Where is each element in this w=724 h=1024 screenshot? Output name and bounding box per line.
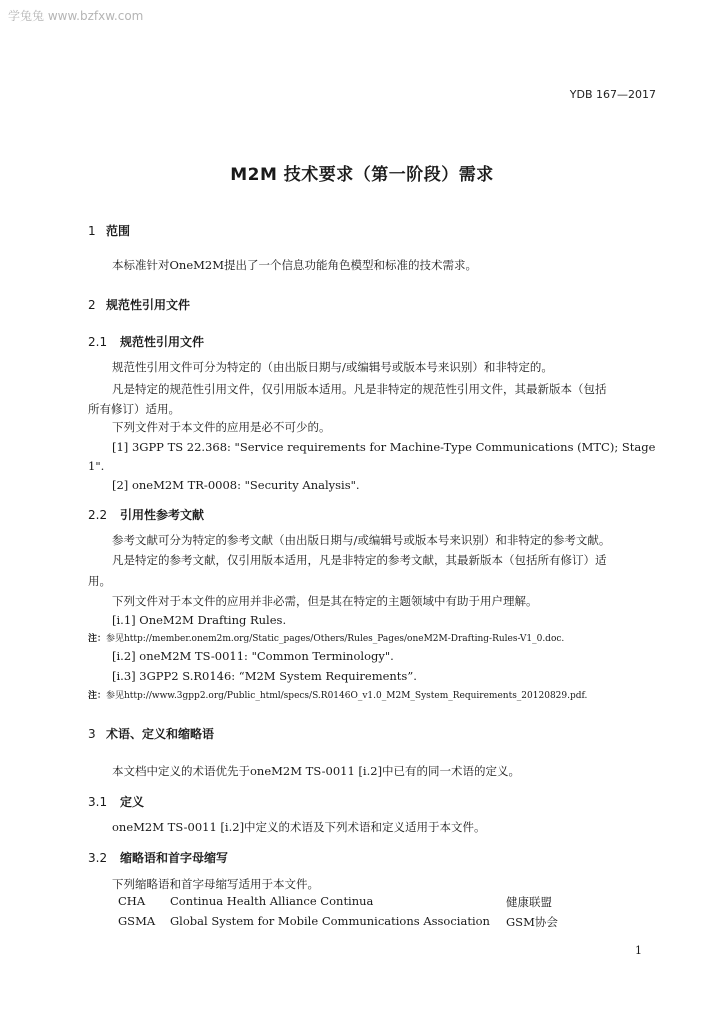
section-number: 2.1 (88, 335, 108, 349)
paragraph: 规范性引用文件可分为特定的（由出版日期与/或编辑号或版本号来识别）和非特定的。 (112, 360, 553, 374)
section-3-1-heading (88, 793, 144, 810)
paragraph: 下列文件对于本文件的应用是必不可少的。 (112, 420, 331, 434)
section-2-1-heading (88, 333, 204, 350)
abbreviation-english: Continua Health Alliance Continua (170, 894, 374, 908)
abbreviation-chinese: 健康联盟 (506, 895, 552, 909)
section-2-2-heading (88, 506, 204, 523)
section-number: 3.2 (88, 851, 108, 865)
section-3-heading (88, 725, 214, 742)
section-title: 术语、定义和缩略语 (106, 727, 215, 741)
abbreviation: GSMA (118, 914, 156, 928)
reference-item: [i.1] OneM2M Drafting Rules. (112, 613, 287, 627)
section-title: 规范性引用文件 (120, 335, 205, 349)
paragraph: 参考文献可分为特定的参考文献（由出版日期与/或编辑号或版本号来识别）和非特定的参考文献。 (112, 533, 611, 547)
abbreviation-english: Global System for Mobile Communications Association (170, 914, 490, 928)
paragraph: 凡是特定的参考文献，仅引用版本适用，凡是非特定的参考文献，其最新版本（包括所有修订）适 (112, 553, 607, 567)
section-title: 定义 (120, 795, 145, 809)
abbreviation: CHA (118, 894, 146, 908)
paragraph: 下列文件对于本文件的应用并非必需，但是其在特定的主题领域中有助于用户理解。 (112, 594, 538, 608)
standard-code: YDB 167—2017 (569, 88, 656, 101)
reference-item: [i.3] 3GPP2 S.R0146: “M2M System Requirements”. (112, 669, 417, 683)
paragraph: 本标准针对OneM2M提出了一个信息功能角色模型和标准的技术需求。 (112, 258, 478, 272)
reference-item: [1] 3GPP TS 22.368: "Service requirements for Machine-Type Communications (MTC); Stage (112, 440, 656, 454)
section-2-heading (88, 296, 190, 313)
note (88, 688, 587, 701)
paragraph: 本文档中定义的术语优先于oneM2M TS-0011 [i.2]中已有的同一术语的定义。 (112, 764, 521, 778)
section-number: 2.2 (88, 508, 108, 522)
reference-item: [2] oneM2M TR-0008: "Security Analysis". (112, 478, 360, 492)
section-number: 3.1 (88, 795, 108, 809)
section-3-2-heading (88, 849, 228, 866)
note (88, 631, 564, 644)
paragraph-continued: 所有修订）适用。 (88, 402, 180, 416)
abbreviation-chinese: GSM协会 (506, 915, 558, 929)
note-url: 参见http://member.onem2m.org/Static_pages/Others/Rules_Pages/oneM2M-Drafting-Rules-V1_0.doc. (106, 634, 565, 644)
section-1-heading (88, 222, 130, 239)
note-label: 注： (88, 691, 107, 701)
section-number: 2 (88, 298, 96, 312)
watermark: 学兔兔 www.bzfxw.com (8, 9, 144, 23)
section-title: 范围 (106, 224, 131, 238)
paragraph-continued: 用。 (88, 574, 111, 588)
paragraph: oneM2M TS-0011 [i.2]中定义的术语及下列术语和定义适用于本文件。 (112, 820, 486, 834)
reference-item-continued: 1". (88, 459, 105, 473)
section-title: 引用性参考文献 (120, 508, 205, 522)
note-url: 参见http://www.3gpp2.org/Public_html/specs/S.R0146O_v1.0_M2M_System_Requirements_20120829.pdf. (106, 691, 588, 701)
paragraph: 凡是特定的规范性引用文件，仅引用版本适用。凡是非特定的规范性引用文件，其最新版本（包括 (112, 382, 607, 396)
section-title: 规范性引用文件 (106, 298, 191, 312)
paragraph: 下列缩略语和首字母缩写适用于本文件。 (112, 877, 319, 891)
section-number: 3 (88, 727, 96, 741)
section-number: 1 (88, 224, 96, 238)
reference-item: [i.2] oneM2M TS-0011: "Common Terminology". (112, 649, 394, 663)
section-title: 缩略语和首字母缩写 (120, 851, 229, 865)
page-number: 1 (635, 944, 642, 957)
document-title: M2M 技术要求（第一阶段）需求 (230, 165, 494, 185)
note-label: 注： (88, 634, 107, 644)
